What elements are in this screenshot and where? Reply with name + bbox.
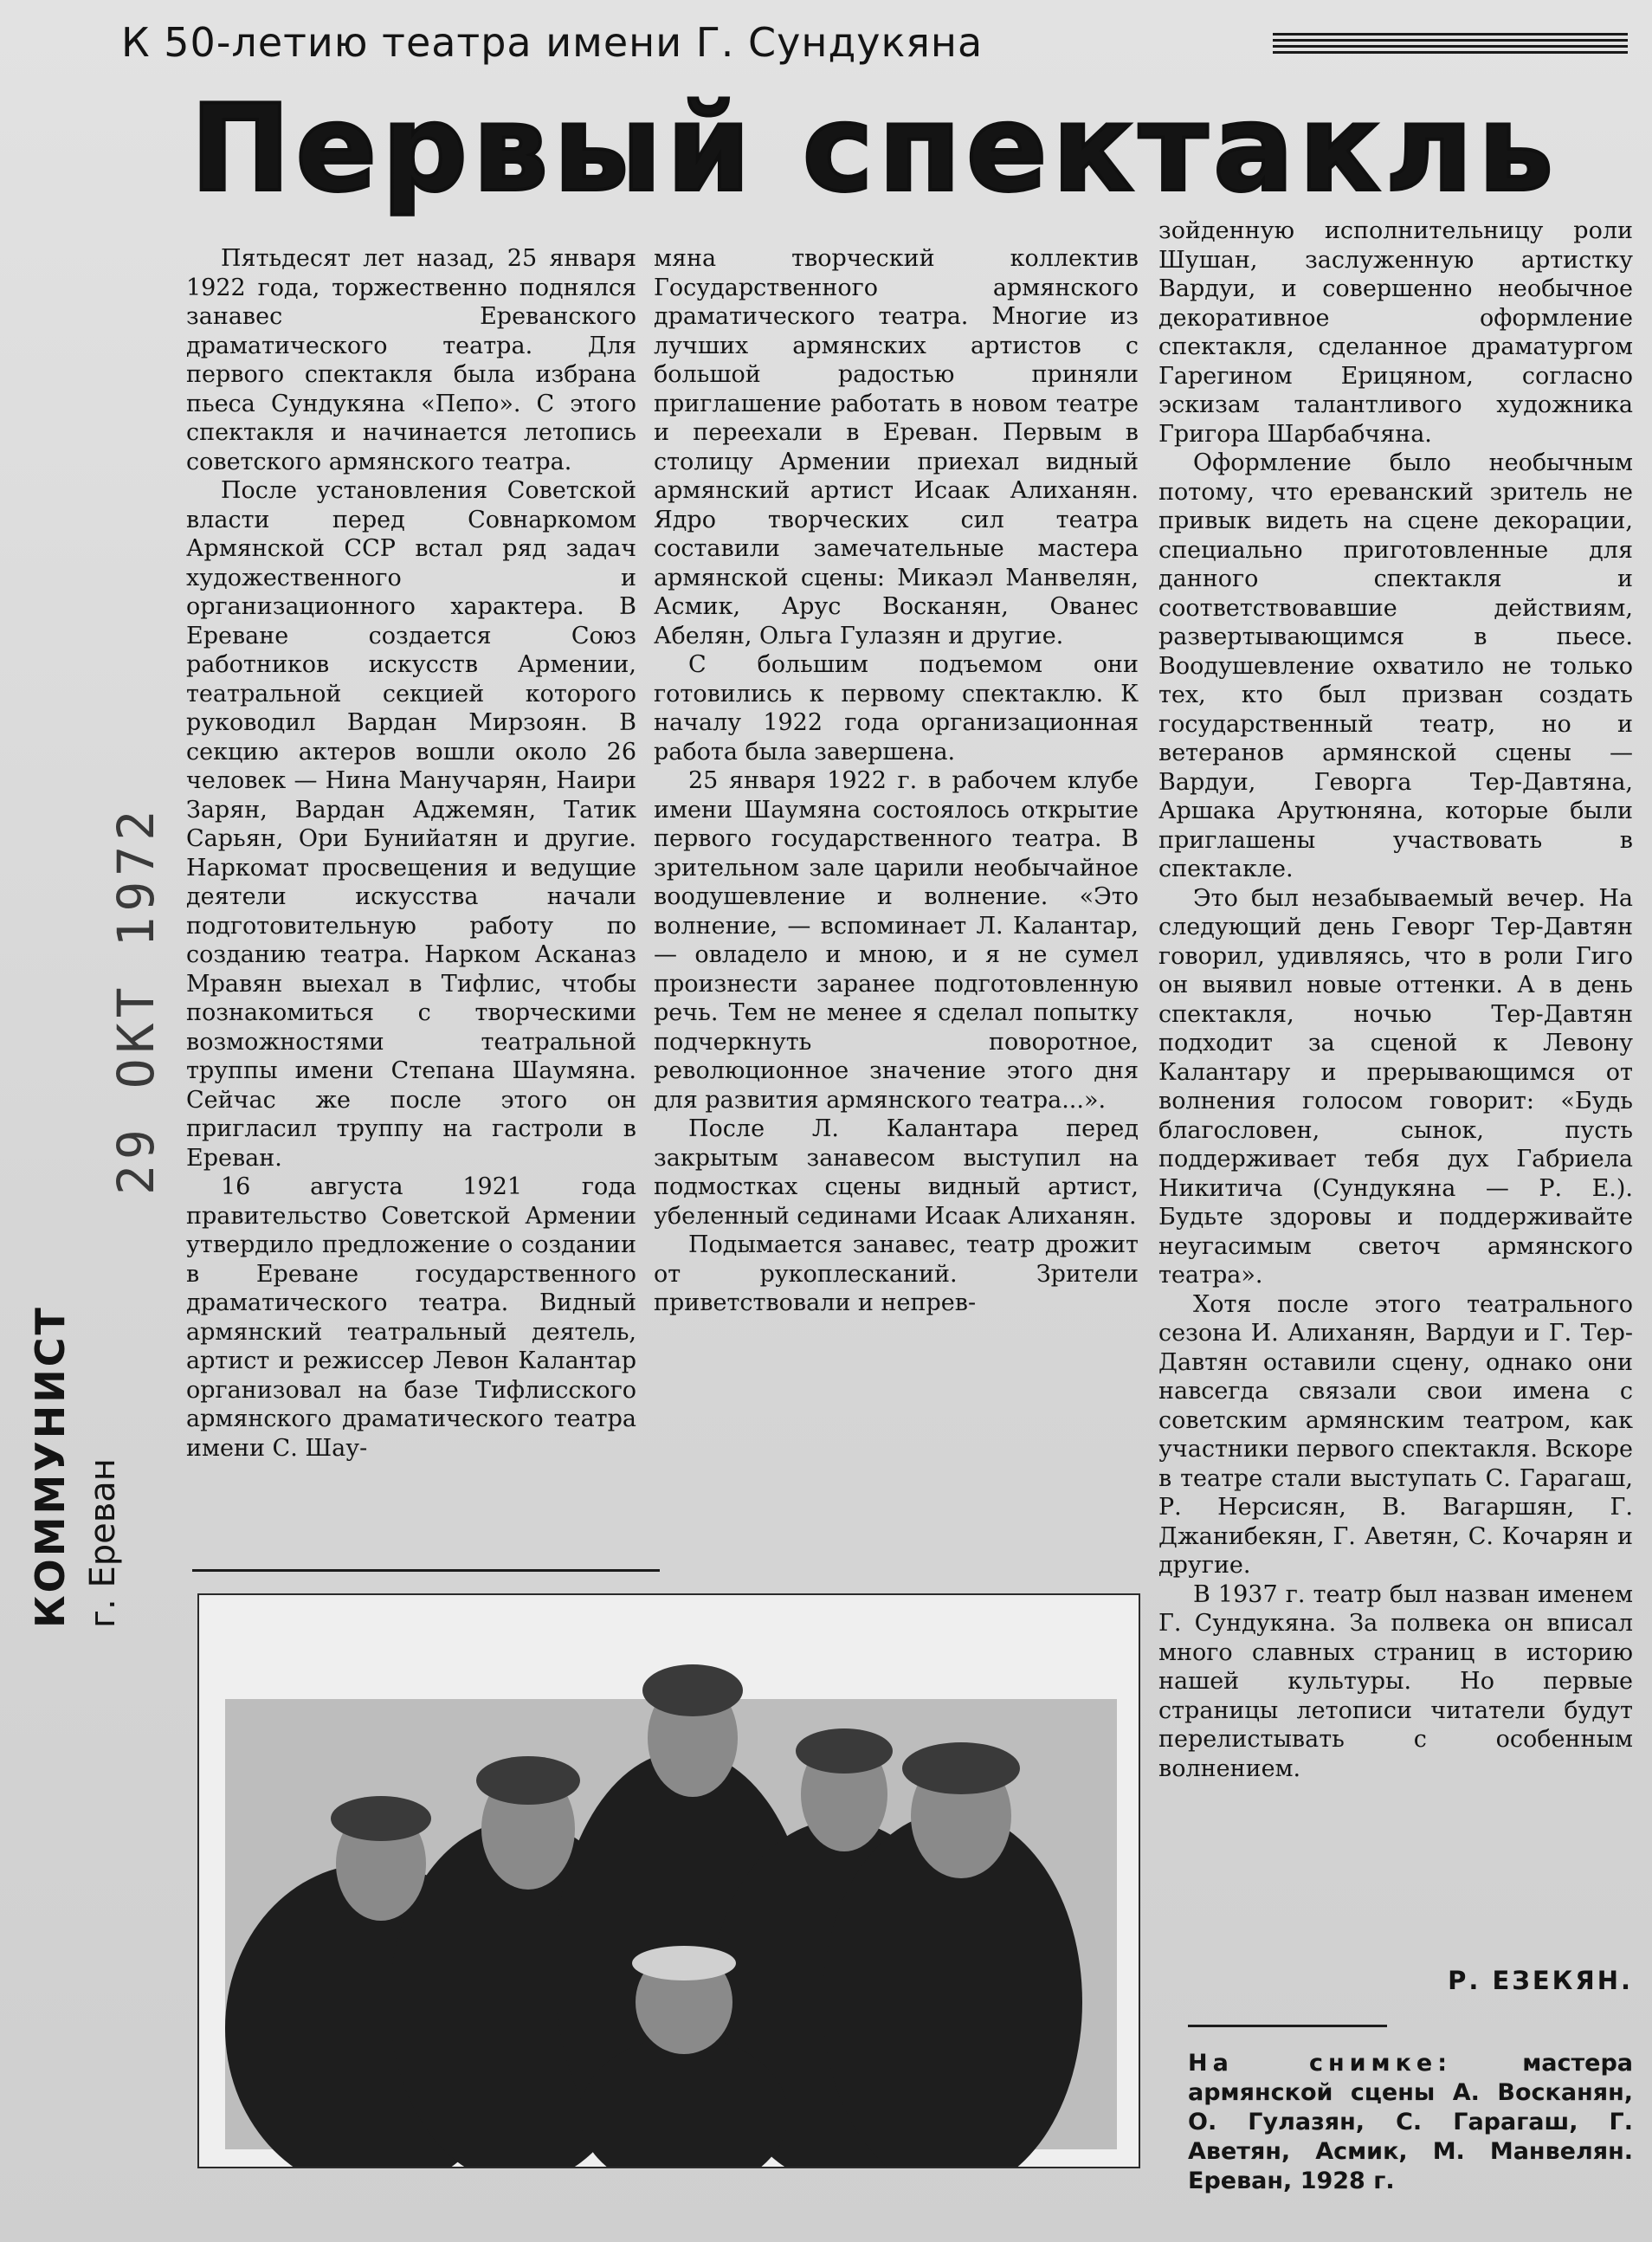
paragraph: Оформление было необычным потому, что ереванский зритель не привык видеть на сцене декорации, специально приготовленные для данного спектакля и соответствовавшие действиям, развертывающимся в пьесе. Воодушевление охватило не только тех, кто был призван создать государственный театр, но и ветеранов армянской сцены — Вардуи, Геворга Тер-Давтяна, Аршака Арутюняна, которые были приглашены участвовать в спектакле. [1158,449,1633,882]
article-kicker: К 50-летию театра имени Г. Сундукяна [121,19,984,66]
paragraph: мяна творческий коллектив Государственного армянского драматического театра. Многие из лучших армянских артистов с большой радостью приняли приглашение работать в новом театре и переехали в Ереван. Первым в столицу Армении приехал видный армянский артист Исаак Алиханян. Ядро творческих сил театра составили замечательные мастера армянской сцены: Микаэл Манвелян, Асмик, Арус Восканян, Ованес Абелян, Ольга Гулазян и другие. [654,245,1139,649]
newspaper-name: КОММУНИСТ [27,1305,74,1628]
text-column-1 [186,244,636,1463]
group-photo [197,1593,1140,2168]
date-stamp: 29 ОКТ 1972 [106,804,165,1195]
newspaper-city: г. Ереван [83,1458,123,1628]
author-signature: Р. ЕЗЕКЯН. [1448,1966,1633,1995]
paragraph: В 1937 г. театр был назван именем Г. Сундукяна. За полвека он вписал много славных страниц в историю нашей культуры. Но первые страницы летописи читатели будут перелистывать с особенным волнением. [1158,1580,1633,1782]
paragraph: После установления Советской власти перед Совнаркомом Армянской ССР встал ряд задач художественного и организационного характера. В Ереване создается Союз работников искусств Армении, театральной секцией которого руководил Вардан Мирзоян. В секцию актеров вошли около 26 человек — Нина Манучарян, Наири Зарян, Вардан Аджемян, Татик Сарьян, Ори Бунийатян и другие. Наркомат просвещения и ведущие деятели искусства начали подготовительную работу по созданию театра. Нарком Асканаз Мравян выехал в Тифлис, чтобы познакомиться с творческими возможностями театральной труппы имени Степана Шаумяна. Сейчас же после этого он пригласил труппу на гастроли в Ереван. [186,477,636,1172]
paragraph: 16 августа 1921 года правительство Советской Армении утвердило предложение о создании в Ереване государственного драматического театра. Видный армянский театральный деятель, артист и режиссер Левон Калантар организовал на базе Тифлисского армянского драматического театра имени С. Шау- [186,1173,636,1462]
caption-rule [1188,2025,1387,2027]
group-photo-image [199,1595,1139,2167]
paragraph: Хотя после этого театрального сезона И. Алиханян, Вардуи и Г. Тер-Давтян оставили сцену, однако они навсегда связали свои имена с советским армянским театром, как участники первого спектакля. Вскоре в театре стали выступать С. Гарагаш, Р. Нерсисян, В. Вагаршян, Г. Джанибекян, Г. Аветян, С. Кочарян и другие. [1158,1290,1633,1579]
paragraph: После Л. Калантара перед закрытым занавесом выступил на подмостках сцены видный артист, убеленный сединами Исаак Алиханян. [654,1115,1139,1230]
paragraph: Подымается занавес, театр дрожит от рукоплесканий. Зрители приветствовали и непрев- [654,1231,1139,1316]
text-column-3 [1158,216,1633,1783]
paragraph: зойденную исполнительницу роли Шушан, заслуженную артистку Вардуи, и совершенно необычное декоративное оформление спектакля, сделанное драматургом Гарегином Ерицяном, согласно эскизам талантливого художника Григора Шарбабчяна. [1158,217,1633,448]
photo-top-rule [192,1569,660,1572]
paragraph: Это был незабываемый вечер. На следующий день Геворг Тер-Давтян говорил, удивляясь, что в роли Гиго он выявил новые оттенки. А в день спектакля, ночью Тер-Давтян подходит за сценой к Левону Калантару и прерывающимся от волнения голосом говорит: «Будь благословен, сынок, пусть поддерживает тебя дух Габриела Никитича (Сундукяна — Р. Е.). Будьте здоровы и поддерживайте неугасимым светоч армянского театра». [1158,884,1633,1289]
paragraph: 25 января 1922 г. в рабочем клубе имени Шаумяна состоялось открытие первого государственного театра. В зрительном зале царили необычайное воодушевление и волнение. «Это волнение, — вспоминает Л. Калантар, — овладело и мною, и я не сумел произнести заранее подготовленную речь. Тем не менее я сделал попытку подчеркнуть поворотное, революционное значение этого дня для развития армянского театра...». [654,767,1139,1114]
article-headline: Первый спектакль [190,79,1559,218]
paragraph: Пятьдесят лет назад, 25 января 1922 года, торжественно поднялся занавес Ереванского драматического театра. Для первого спектакля была избрана пьеса Сундукяна «Пепо». С этого спектакля и начинается летопись советского армянского театра. [186,245,636,475]
text-column-2 [654,244,1139,1318]
paragraph: С большим подъемом они готовились к первому спектаклю. К началу 1922 года организационная работа была завершена. [654,651,1139,766]
kicker-rule [1273,33,1628,55]
caption-lead: На снимке: [1188,2050,1453,2077]
caption-text: мастера армянской сцены А. Восканян, О. Гулазян, С. Гарагаш, Г. Аветян, Асмик, М. Манвелян. Ереван, 1928 г. [1188,2050,1633,2194]
photo-caption [1188,2049,1633,2196]
